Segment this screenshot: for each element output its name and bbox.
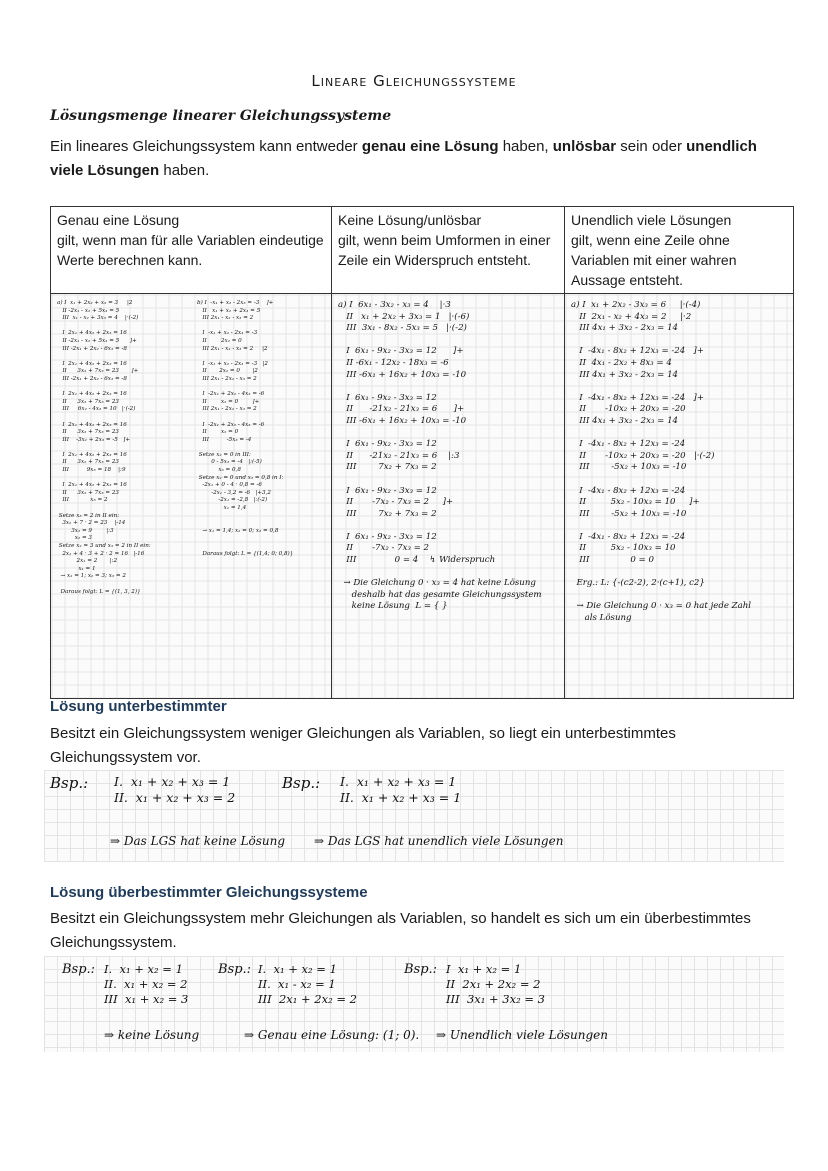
- table-header-infinite-solutions: [565, 207, 794, 294]
- column-title: Genau eine Lösung: [57, 212, 180, 228]
- column-description: gilt, wenn man für alle Variablen eindeutige Werte berechnen kann.: [57, 232, 324, 268]
- example-label: Bsp.:: [62, 962, 96, 977]
- handwritten-example-a: a) I x₁ + 2x₂ + x₃ = 3 |2 II -2x₁ - x₂ + 5x₃ = 5 III x₁ - x₂ + 3x₃ = 4 |·(-2) I 2x₁ + 4x₂ + 2x₃ = 16 II -2x₁ - x₂ + 5x₃ = 5 ]+ III -2x₁ + 2x₂ - 6x₃ = -8 I 2x₁ + 4x₂ + 2x₃ = 16 II 3x₂ + 7x₃ = 23 ]+ III -2x₁ + 2x₂ - 6x₃ = -8 I 2x₁ + 4x₂ + 2x₃ = 16 II 3x₂ + 7x₃ = 23 III 6x₂ - 4x₃ = 10 |·(-2) I 2x₁ + 4x₂ + 2x₃ = 16 II 3x₂ + 7x₃ = 23 III -3x₂ + 2x₃ = -5 ]+ I 2x₁ + 4x₂ + 2x₃ = 16 II 3x₂ + 7x₃ = 23 III 9x₃ = 18 |:9 I 2x₁ + 4x₂ + 2x₃ = 16 II 3x₂ + 7x₃ = 23 III x₃ = 2 Setze x₃ = 2 in II ein: 3x₂ + 7 · 2 = 23 |-14 3x₂ = 9 |:3 x₂ = 3 Setze x₂ = 3 und x₃ = 2 in II ein: 2x₁ + 4 · 3 + 2 · 2 = 16 |-16 2x₁ = 2 |:2 x₁ = 1 → x₁ = 1; x₂ = 3; x₃ = 2 Daraus folgt: L = {(1, 3, 2)}: [57, 300, 151, 595]
- handwritten-example-contradiction: a) I 6x₁ - 3x₂ - x₃ = 4 |·3 II x₁ + 2x₂ + 3x₃ = 1 |·(-6) III 3x₁ - 8x₂ - 5x₃ = 5 |·(-2) I 6x₁ - 9x₂ - 3x₃ = 12 ]+ II -6x₁ - 12x₂ - 18x₃ = -6 III -6x₁ + 16x₂ + 10x₃ = -10 I 6x₁ - 9x₂ - 3x₃ = 12 II -21x₂ - 21x₃ = 6 ]+ III -6x₁ + 16x₂ + 10x₃ = -10 I 6x₁ - 9x₂ - 3x₃ = 12 II -21x₂ - 21x₃ = 6 |:3 III 7x₂ + 7x₃ = 2 I 6x₁ - 9x₂ - 3x₃ = 12 II -7x₂ - 7x₃ = 2 ]+ III 7x₂ + 7x₃ = 2 I 6x₁ - 9x₂ - 3x₃ = 12 II -7x₂ - 7x₃ = 2 III 0 = 4 ↯ Widerspruch → Die Gleichung 0 · x₃ = 4 hat keine Lösung deshalb hat das gesamte Gleichungssystem keine Lösung L = { }: [338, 300, 542, 612]
- table-header-one-solution: [51, 207, 332, 294]
- page-title: Lineare Gleichungssysteme: [311, 72, 517, 90]
- conclusion-no-solution: ⇒ keine Lösung: [104, 1028, 200, 1042]
- handwritten-example-3: I x₁ + x₂ = 1 II 2x₁ + 2x₂ = 2 III 3x₁ + 3x₂ = 3: [446, 962, 545, 1006]
- column-description: gilt, wenn eine Zeile ohne Variablen mit einer wahren Aussage entsteht.: [571, 232, 737, 288]
- intro-bold-unsolvable: unlösbar: [552, 138, 617, 155]
- conclusion-infinite-solutions: ⇒ Unendlich viele Lösungen: [436, 1028, 608, 1042]
- example-label: Bsp.:: [218, 962, 252, 977]
- handwritten-example-1: I. x₁ + x₂ = 1 II. x₁ + x₂ = 2 III x₁ + x₂ = 3: [104, 962, 189, 1006]
- example-label: Bsp.:: [282, 774, 321, 792]
- section-text-overdetermined: Besitzt ein Gleichungssystem mehr Gleichungen als Variablen, so handelt es sich um ein überbestimmtes Gleichungssystem.: [50, 910, 751, 951]
- column-description: gilt, wenn beim Umformen in einer Zeile ein Widerspruch entsteht.: [338, 232, 551, 268]
- solution-cases-table: [50, 206, 794, 699]
- intro-bold-one-solution: genau eine Lösung: [361, 138, 499, 155]
- intro-paragraph: [50, 135, 770, 183]
- conclusion-no-solution: ⇒ Das LGS hat keine Lösung: [110, 834, 286, 848]
- conclusion-infinite-solutions: ⇒ Das LGS hat unendlich viele Lösungen: [314, 834, 564, 848]
- intro-text: sein oder: [616, 138, 687, 155]
- handwritten-examples-underdetermined: [44, 770, 784, 862]
- conclusion-exactly-one-solution: ⇒ Genau eine Lösung: (1; 0).: [244, 1028, 420, 1042]
- handwritten-example-b: b) I -x₁ + x₂ - 2x₃ = -3 ]+ II x₁ + x₂ + 2x₃ = 5 III 2x₁ - x₂ - x₃ = 2 I -x₁ + x₂ - 2x₃ = -3 II 2x₂ = 0 III 2x₁ - x₂ - x₃ = 2 |2 I -x₁ + x₂ - 2x₃ = -3 |2 II 2x₂ = 0 |2 III 2x₁ - 2x₂ - x₃ = 2 I -2x₁ + 2x₂ - 4x₃ = -6 II x₂ = 0 ]+ III 2x₁ - 2x₂ - x₃ = 2 I -2x₁ + 2x₂ - 4x₃ = -6 II x₂ = 0 III -5x₃ = -4 Setze x₂ = 0 in III: 0 - 5x₃ = -4 |:(-5) x₃ = 0,8 Setze x₂ = 0 und x₃ = 0,8 in I: -2x₁ + 0 - 4 · 0,8 = -6 -2x₁ - 3,2 = -6 |+3,2 -2x₁ = -2,8 |:(-2) x₁ = 1,4 → x₁ = 1,4; x₂ = 0; x₃ = 0,8 Daraus folgt: L = {(1,4; 0; 0,8)}: [197, 300, 294, 557]
- intro-text: haben.: [159, 162, 210, 179]
- handwritten-example-2: I. x₁ + x₂ = 1 II. x₁ - x₂ = 1 III 2x₁ + 2x₂ = 2: [258, 962, 357, 1006]
- handwritten-heading: Lösungsmenge linearer Gleichungssysteme: [50, 108, 392, 124]
- handwritten-example-1: I. x₁ + x₂ + x₃ = 1 II. x₁ + x₂ + x₃ = 2: [114, 774, 236, 805]
- intro-text: haben,: [498, 138, 553, 155]
- section-text-underdetermined: Besitzt ein Gleichungssystem weniger Gleichungen als Variablen, so liegt ein unterbestimmtes Gleichungssystem vor.: [50, 725, 676, 766]
- handwritten-cell-infinite-solutions: [565, 294, 794, 699]
- column-title: Keine Lösung/unlösbar: [338, 212, 482, 228]
- handwritten-cell-one-solution: [51, 294, 332, 699]
- intro-text: Ein lineares Gleichungssystem kann entweder: [50, 138, 362, 155]
- handwritten-example-2: I. x₁ + x₂ + x₃ = 1 II. x₁ + x₂ + x₃ = 1: [340, 774, 462, 805]
- example-label: Bsp.:: [404, 962, 438, 977]
- example-label: Bsp.:: [50, 774, 89, 792]
- section-title-underdetermined: Lösung unterbestimmter: [50, 698, 227, 715]
- intro-bold-infinite: unendlich viele Lösungen: [50, 138, 757, 179]
- handwritten-example-true-statement: a) I x₁ + 2x₂ - 3x₃ = 6 |·(-4) II 2x₁ - x₂ + 4x₃ = 2 |·2 III 4x₁ + 3x₂ - 2x₃ = 14 I -4x₁ - 8x₂ + 12x₃ = -24 ]+ II 4x₁ - 2x₂ + 8x₃ = 4 III 4x₁ + 3x₂ - 2x₃ = 14 I -4x₁ - 8x₂ + 12x₃ = -24 ]+ II -10x₂ + 20x₃ = -20 III 4x₁ + 3x₂ - 2x₃ = 14 I -4x₁ - 8x₂ + 12x₃ = -24 II -10x₂ + 20x₃ = -20 |·(-2) III -5x₂ + 10x₃ = -10 I -4x₁ - 8x₂ + 12x₃ = -24 II 5x₂ - 10x₃ = 10 ]+ III -5x₂ + 10x₃ = -10 I -4x₁ - 8x₂ + 12x₃ = -24 II 5x₂ - 10x₃ = 10 III 0 = 0 Erg.: L: {-(c2-2), 2·(c+1), c2} → Die Gleichung 0 · x₃ = 0 hat jede Zahl als Lösung: [571, 300, 752, 624]
- handwritten-cell-no-solution: [332, 294, 565, 699]
- column-title: Unendlich viele Lösungen: [571, 212, 732, 228]
- table-header-no-solution: [332, 207, 565, 294]
- section-title-overdetermined: Lösung überbestimmter Gleichungssysteme: [50, 884, 368, 901]
- handwritten-examples-overdetermined: [44, 956, 784, 1052]
